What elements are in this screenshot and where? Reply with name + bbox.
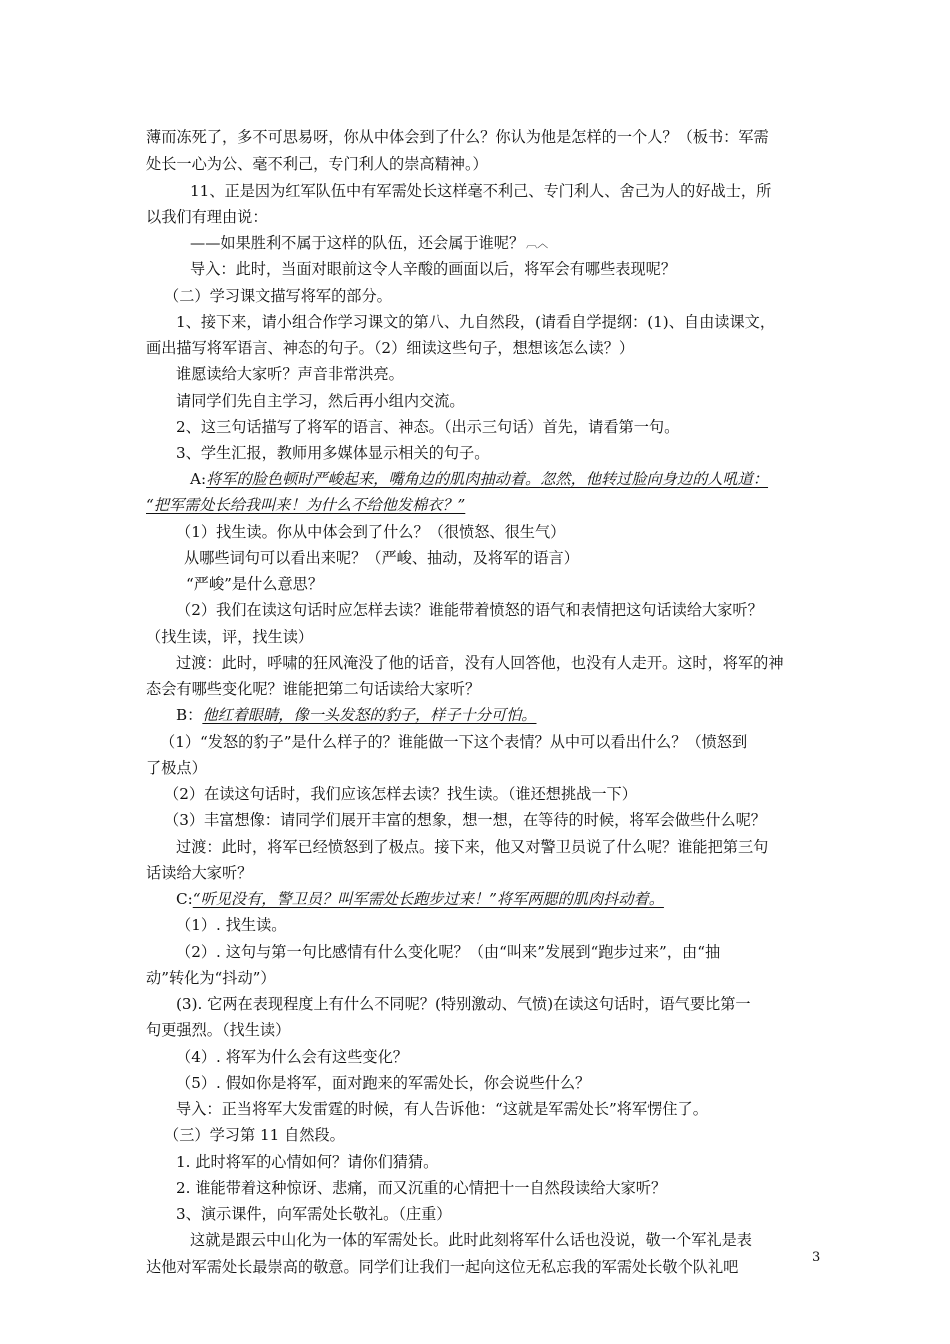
page-number: 3 [812, 1250, 821, 1265]
text-line: 了极点） [146, 759, 207, 777]
quote-text: ——如果胜利不属于这样的队伍，还会属于谁呢？ [190, 234, 525, 252]
text-line: 过渡：此时，呼啸的狂风淹没了他的话音，没有人回答他，也没有人走开。这时，将军的神 [176, 654, 784, 672]
text-line: (3). 它两在表现程度上有什么不同呢？(特别激动、气愤)在读这句话时，语气要比第一 [176, 995, 751, 1013]
quote-text: “听见没有，警卫员？叫军需处长跑步过来！”将军两腮的肌肉抖动着。 [192, 890, 664, 908]
section-heading: （二）学习课文描写将军的部分。 [164, 287, 392, 305]
text-line: 2. 谁能带着这种惊讶、悲痛，而又沉重的心情把十一自然段读给大家听？ [176, 1179, 667, 1197]
text-line: （2）在读这句话时，我们应该怎样去读？找生读。（谁还想挑战一下） [164, 785, 637, 803]
text-line: （5）. 假如你是将军，面对跑来的军需处长，你会说些什么？ [176, 1074, 591, 1092]
quote-label: C: [176, 890, 193, 908]
text-line: 画出描写将军语言、神态的句子。（2）细读这些句子，想想该怎么读？） [146, 339, 635, 357]
text-line: 导入：正当将军大发雷霆的时候，有人告诉他：“这就是军需处长”将军愣住了。 [176, 1100, 708, 1118]
quote-line [176, 888, 664, 910]
text-line: 谁愿读给大家听？声音非常洪亮。 [176, 365, 404, 383]
text-line: （1）“发怒的豹子”是什么样子的？谁能做一下这个表情？从中可以看出什么？（愤怒到 [160, 733, 748, 751]
text-line: 态会有哪些变化呢？谁能把第二句话读给大家听？ [146, 680, 481, 698]
quote-line [190, 468, 768, 490]
text-line: “严峻”是什么意思？ [186, 575, 324, 593]
text-line: 导入：此时，当面对眼前这令人辛酸的画面以后，将军会有哪些表现呢？ [190, 260, 676, 278]
text-line: 这就是跟云中山化为一体的军需处长。此时此刻将军什么话也没说，敬一个军礼是表 [190, 1231, 752, 1249]
text-line: 达他对军需处长最崇高的敬意。同学们让我们一起向这位无私忘我的军需处长敬个队礼吧 [146, 1258, 739, 1276]
text-line: 处长一心为公、毫不利己，专门利人的崇高精神。） [146, 155, 488, 173]
text-line: 动”转化为“抖动”） [146, 969, 276, 987]
quote-text: “把军需处长给我叫来！为什么不给他发棉衣？” [146, 496, 466, 514]
quote-label: A: [190, 470, 207, 488]
quote-label: B： [176, 706, 203, 724]
text-line: （3）丰富想像：请同学们展开丰富的想象，想一想，在等待的时候，将军会做些什么呢？ [164, 811, 766, 829]
text-line: 1. 此时将军的心情如何？请你们猜猜。 [176, 1153, 439, 1171]
text-line: （4）. 将军为什么会有这些变化？ [176, 1048, 408, 1066]
text-line: 以我们有理由说： [146, 208, 268, 226]
text-line: （找生读，评，找生读） [146, 628, 314, 646]
text-line: （2）. 这句与第一句比感情有什么变化呢？（由“叫来”发展到“跑步过来”，由“抽 [176, 943, 721, 961]
text-line: 话读给大家听？ [146, 864, 253, 882]
quote-text: 将军的脸色顿时严峻起来，嘴角边的肌肉抽动着。忽然，他转过脸向身边的人吼道： [206, 470, 769, 488]
correction-mark-icon: ︹︿ [526, 237, 549, 250]
text-line: （1）找生读。你从中体会到了什么？（很愤怒、很生气） [176, 523, 566, 541]
quote-line [176, 704, 536, 726]
section-heading: （三）学习第 11 自然段。 [164, 1126, 345, 1144]
text-line: 1、接下来，请小组合作学习课文的第八、九自然段，(请看自学提纲：(1)、自由读课文， [176, 313, 776, 331]
text-line: （1）. 找生读。 [176, 916, 287, 934]
text-line: 11、正是因为红军队伍中有军需处长这样毫不利己、专门利人、舍己为人的好战士，所 [190, 182, 772, 200]
text-line: 过渡：此时，将军已经愤怒到了极点。接下来，他又对警卫员说了什么呢？谁能把第三句 [176, 838, 769, 856]
text-line: 请同学们先自主学习，然后再小组内交流。 [176, 392, 465, 410]
quote-text: 他红着眼睛，像一头发怒的豹子，样子十分可怕。 [202, 706, 537, 724]
text-line [190, 232, 548, 255]
text-line: 3、演示课件，向军需处长敬礼。（庄重） [176, 1205, 452, 1223]
text-line: 句更强烈。（找生读） [146, 1021, 291, 1039]
text-line: 3、学生汇报，教师用多媒体显示相关的句子。 [176, 444, 490, 462]
text-line: 薄而冻死了，多不可思易呀，你从中体会到了什么？你认为他是怎样的一个人？（板书：军需 [146, 128, 769, 146]
text-line: 2、这三句话描写了将军的语言、神态。（出示三句话）首先，请看第一句。 [176, 418, 680, 436]
text-line: 从哪些词句可以看出来呢？（严峻、抽动，及将军的语言） [184, 549, 579, 567]
text-line: （2）我们在读这句话时应怎样去读？谁能带着愤怒的语气和表情把这句话读给大家听？ [176, 601, 763, 619]
